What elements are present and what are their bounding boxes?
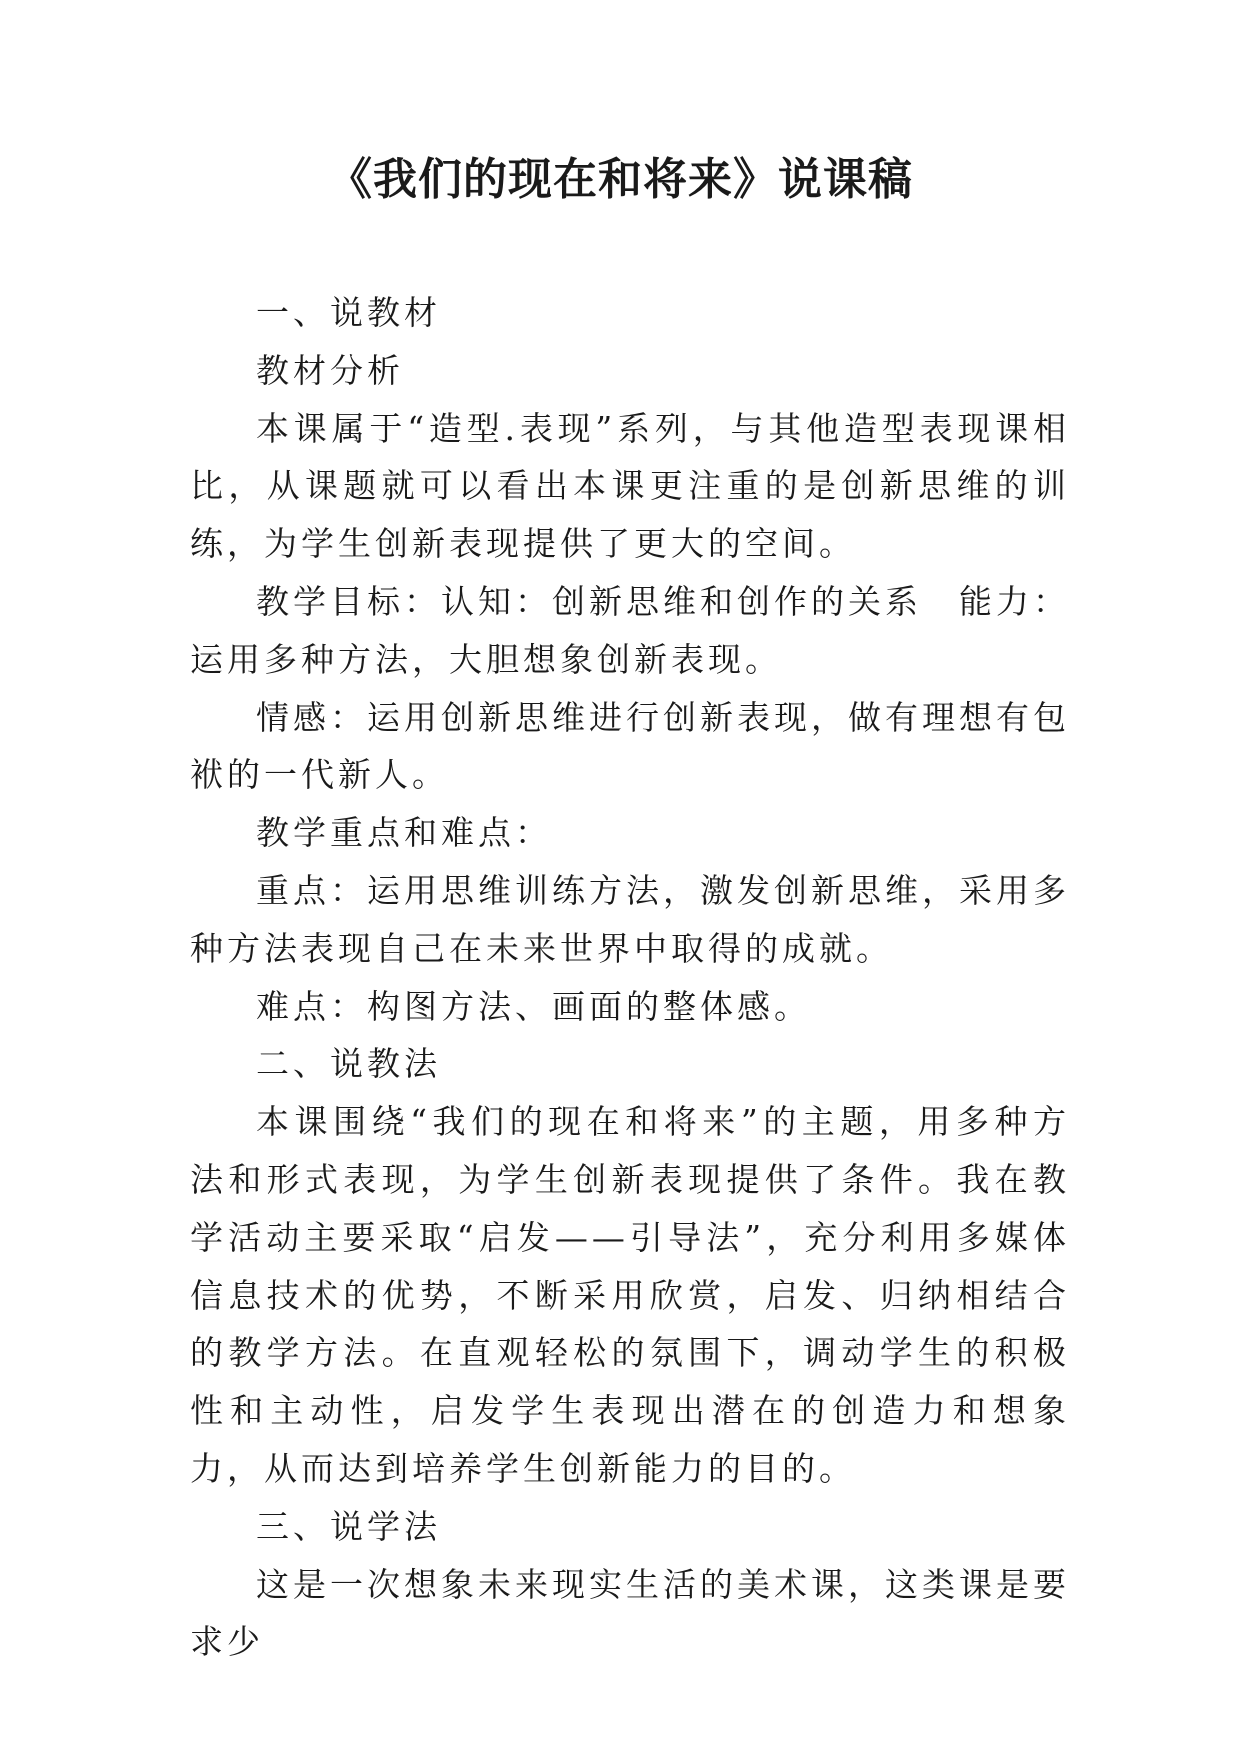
section-heading-teaching-method: 二、说教法	[256, 1044, 441, 1084]
paragraph-teaching-method: 本课围绕“我们的现在和将来”的主题，用多种方法和形式表现，为学生创新表现提供了条件。我在教学活动主要采取“启发——引导法”，充分利用多媒体信息技术的优势，不断采用欣赏，启发、归纳相结合的教学方法。在直观轻松的氛围下，调动学生的积极性和主动性，启发学生表现出潜在的创造力和想象力，从而达到培养学生创新能力的目的。	[190, 1102, 1070, 1488]
subheading-textbook-analysis: 教材分析	[256, 350, 404, 390]
document-title: 《我们的现在和将来》说课稿	[328, 154, 913, 205]
section-heading-learning-method: 三、说学法	[256, 1506, 441, 1546]
paragraph-textbook-analysis: 本课属于“造型.表现”系列，与其他造型表现课相比，从课题就可以看出本课更注重的是创新思维的训练，为学生创新表现提供了更大的空间。	[190, 408, 1070, 564]
paragraph-key-point: 重点：运用思维训练方法，激发创新思维，采用多种方法表现自己在未来世界中取得的成就。	[190, 870, 1070, 968]
paragraph-teaching-goals: 教学目标：认知：创新思维和创作的关系 能力：运用多种方法，大胆想象创新表现。	[190, 581, 1070, 679]
paragraph-difficulty: 难点：构图方法、画面的整体感。	[256, 986, 811, 1026]
paragraph-emotion-goal: 情感：运用创新思维进行创新表现，做有理想有包袱的一代新人。	[190, 697, 1070, 795]
section-heading-textbook: 一、说教材	[256, 293, 441, 332]
paragraph-learning-method: 这是一次想象未来现实生活的美术课，这类课是要求少	[190, 1564, 1070, 1662]
document-body	[190, 284, 1070, 1671]
subheading-key-points: 教学重点和难点：	[256, 813, 552, 853]
